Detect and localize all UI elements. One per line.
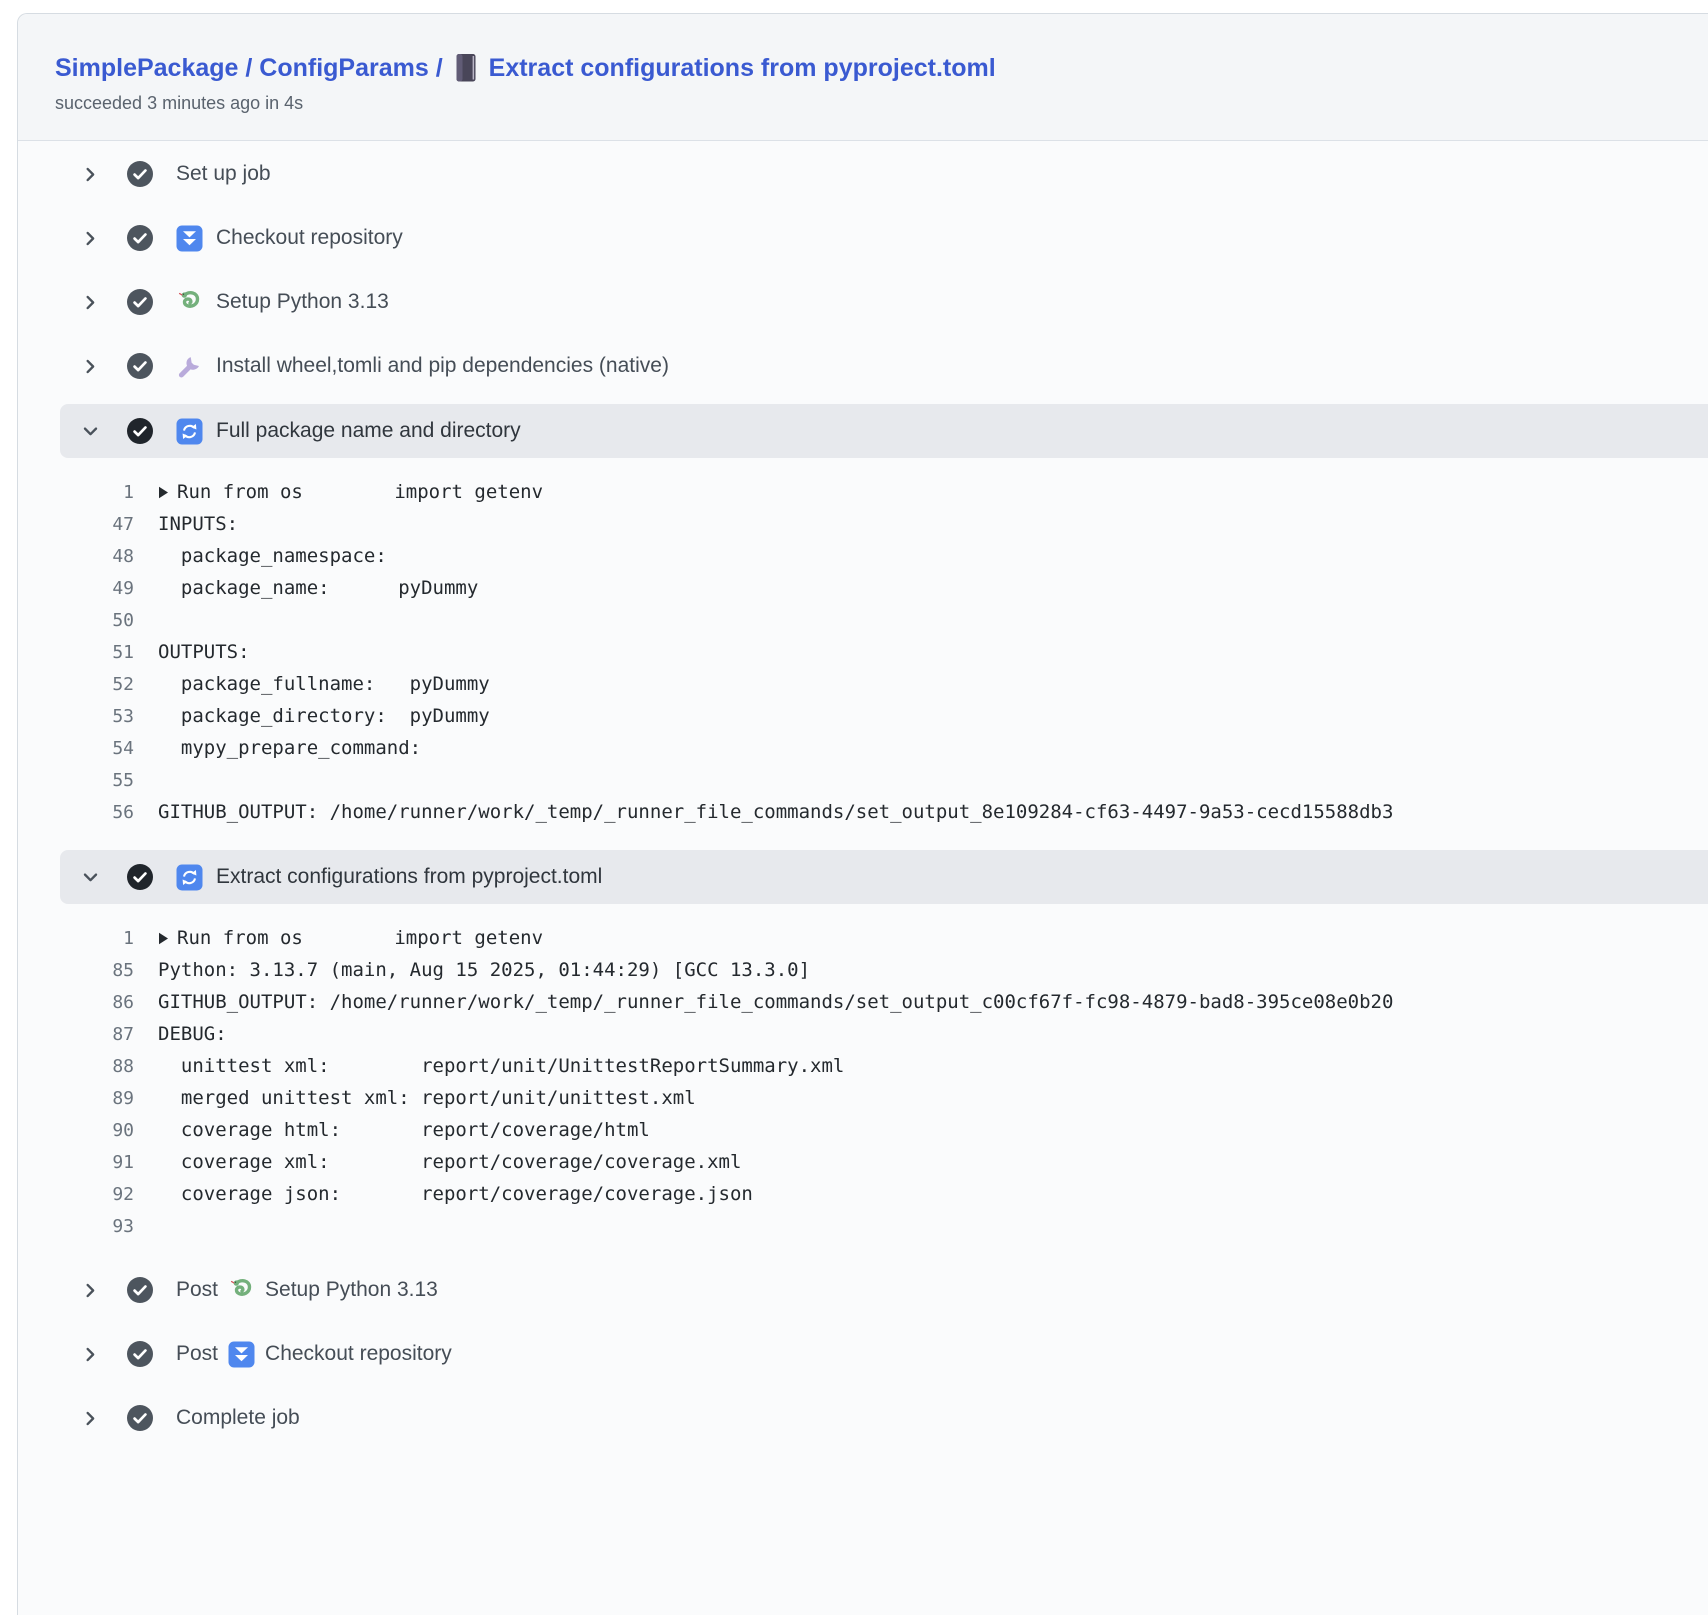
breadcrumb[interactable]: SimplePackage / ConfigParams /: [55, 54, 443, 82]
log-line-number[interactable]: 49: [112, 577, 134, 599]
log-line-text[interactable]: Run from os import getenv: [158, 481, 543, 503]
log-line: [18, 572, 1708, 604]
log-line-text: coverage json: report/coverage/coverage.json: [158, 1183, 753, 1205]
chevron-down-icon[interactable]: [82, 869, 99, 886]
step-row-setup-python[interactable]: [18, 270, 1708, 334]
log-line: [18, 796, 1708, 828]
repeat-icon: [176, 416, 203, 446]
log-line: [18, 604, 1708, 636]
check-circle-icon: [126, 288, 154, 316]
job-log-card: [17, 13, 1708, 1615]
log-line-number[interactable]: 51: [112, 641, 134, 663]
log-line: [18, 986, 1708, 1018]
log-line-number[interactable]: 48: [112, 545, 134, 567]
log-line-number[interactable]: 91: [112, 1151, 134, 1173]
log-line-number[interactable]: 89: [112, 1087, 134, 1109]
chevron-right-icon[interactable]: [82, 294, 99, 311]
check-circle-icon: [126, 160, 154, 188]
log-line: [18, 476, 1708, 508]
check-circle-icon: [126, 417, 154, 445]
step-header-extract-configurations[interactable]: [60, 850, 1708, 904]
log-line-number[interactable]: 93: [112, 1215, 134, 1237]
log-line: [18, 508, 1708, 540]
log-line-text: GITHUB_OUTPUT: /home/runner/work/_temp/_runner_file_commands/set_output_c00cf67f-fc98-4879-bad8-395ce08e0b20: [158, 991, 1394, 1013]
wrench-icon: [176, 351, 203, 381]
log-line-text: package_directory: pyDummy: [158, 705, 490, 727]
log-line-number[interactable]: 85: [112, 959, 134, 981]
step-row-set-up-job[interactable]: [18, 142, 1708, 206]
log-line: [18, 954, 1708, 986]
log-line-text: mypy_prepare_command:: [158, 737, 422, 759]
step-label-text: Setup Python 3.13: [265, 1278, 438, 1301]
notebook-icon: [454, 53, 478, 83]
step-label: [176, 1341, 452, 1368]
check-circle-icon: [126, 1404, 154, 1432]
log-line-text: package_namespace:: [158, 545, 387, 567]
step-label: Checkout repository: [216, 226, 403, 249]
check-circle-icon: [126, 863, 154, 891]
log-line: [18, 636, 1708, 668]
log-line-text: OUTPUTS:: [158, 641, 250, 663]
checkout-icon: [176, 223, 203, 253]
check-circle-icon: [126, 1276, 154, 1304]
step-label: [176, 1277, 438, 1304]
log-line: [18, 700, 1708, 732]
step-row-install-dependencies[interactable]: [18, 334, 1708, 398]
job-title-row: [55, 52, 1668, 84]
log-line: [18, 1178, 1708, 1210]
log-line-number[interactable]: 88: [112, 1055, 134, 1077]
log-line-text: INPUTS:: [158, 513, 239, 535]
log-line-text: GITHUB_OUTPUT: /home/runner/work/_temp/_runner_file_commands/set_output_8e109284-cf63-4497-9a53-cecd15588db3: [158, 801, 1394, 823]
log-line-number[interactable]: 55: [112, 769, 134, 791]
log-line: [18, 540, 1708, 572]
log-line-text: package_name: pyDummy: [158, 577, 479, 599]
log-line: [18, 1114, 1708, 1146]
log-line: [18, 1082, 1708, 1114]
log-line-number[interactable]: 86: [112, 991, 134, 1013]
step-label-prefix: Post: [176, 1278, 219, 1301]
log-block-full-package-name: [18, 458, 1708, 844]
step-label: Setup Python 3.13: [216, 290, 389, 313]
log-line: [18, 922, 1708, 954]
log-line: [18, 1018, 1708, 1050]
check-circle-icon: [126, 224, 154, 252]
page-title: Extract configurations from pyproject.toml: [488, 54, 996, 82]
repeat-icon: [176, 862, 203, 892]
log-line-text: merged unittest xml: report/unit/unittest.xml: [158, 1087, 696, 1109]
log-line-number[interactable]: 1: [123, 481, 134, 503]
log-line-number[interactable]: 52: [112, 673, 134, 695]
job-header: [18, 14, 1708, 141]
python-icon: [228, 1277, 255, 1304]
step-row-post-setup-python[interactable]: [18, 1258, 1708, 1322]
check-circle-icon: [126, 352, 154, 380]
step-label-prefix: Post: [176, 1342, 219, 1365]
python-icon: [176, 287, 203, 317]
log-line-text[interactable]: Run from os import getenv: [158, 927, 543, 949]
log-line: [18, 1210, 1708, 1242]
log-line-number[interactable]: 50: [112, 609, 134, 631]
log-line: [18, 732, 1708, 764]
chevron-right-icon[interactable]: [82, 358, 99, 375]
job-status-line: succeeded 3 minutes ago in 4s: [55, 93, 304, 113]
log-line-text: package_fullname: pyDummy: [158, 673, 490, 695]
step-header-full-package-name[interactable]: [60, 404, 1708, 458]
run-triangle-icon[interactable]: [158, 486, 169, 499]
checkout-icon: [228, 1341, 255, 1368]
log-line-text: DEBUG:: [158, 1023, 227, 1045]
log-line-number[interactable]: 47: [112, 513, 134, 535]
steps-list: [18, 141, 1708, 1450]
step-row-checkout-repository[interactable]: [18, 206, 1708, 270]
step-label-text: Checkout repository: [265, 1342, 452, 1365]
chevron-right-icon[interactable]: [82, 1346, 99, 1363]
step-row-complete-job[interactable]: [18, 1386, 1708, 1450]
log-line-number[interactable]: 53: [112, 705, 134, 727]
chevron-right-icon[interactable]: [82, 166, 99, 183]
chevron-down-icon[interactable]: [82, 423, 99, 440]
step-label: Complete job: [176, 1406, 300, 1429]
step-row-post-checkout-repository[interactable]: [18, 1322, 1708, 1386]
log-line-text: Python: 3.13.7 (main, Aug 15 2025, 01:44:29) [GCC 13.3.0]: [158, 959, 811, 981]
log-line-number[interactable]: 54: [112, 737, 134, 759]
step-label: Set up job: [176, 162, 271, 185]
chevron-right-icon[interactable]: [82, 230, 99, 247]
log-line-number[interactable]: 87: [112, 1023, 134, 1045]
log-line-text: coverage xml: report/coverage/coverage.xml: [158, 1151, 742, 1173]
log-line-number[interactable]: 92: [112, 1183, 134, 1205]
log-line: [18, 1146, 1708, 1178]
log-line-number[interactable]: 1: [123, 927, 134, 949]
chevron-right-icon[interactable]: [82, 1410, 99, 1427]
step-label: Extract configurations from pyproject.toml: [216, 865, 603, 888]
log-line-text: coverage html: report/coverage/html: [158, 1119, 650, 1141]
log-block-extract-configurations: [18, 904, 1708, 1258]
step-label: Install wheel,tomli and pip dependencies (native): [216, 354, 669, 377]
run-triangle-icon[interactable]: [158, 932, 169, 945]
log-line: [18, 1050, 1708, 1082]
check-circle-icon: [126, 1340, 154, 1368]
step-label: Full package name and directory: [216, 419, 521, 442]
log-line-text: unittest xml: report/unit/UnittestReportSummary.xml: [158, 1055, 845, 1077]
chevron-right-icon[interactable]: [82, 1282, 99, 1299]
log-line: [18, 668, 1708, 700]
log-line: [18, 764, 1708, 796]
log-line-number[interactable]: 56: [112, 801, 134, 823]
log-line-number[interactable]: 90: [112, 1119, 134, 1141]
